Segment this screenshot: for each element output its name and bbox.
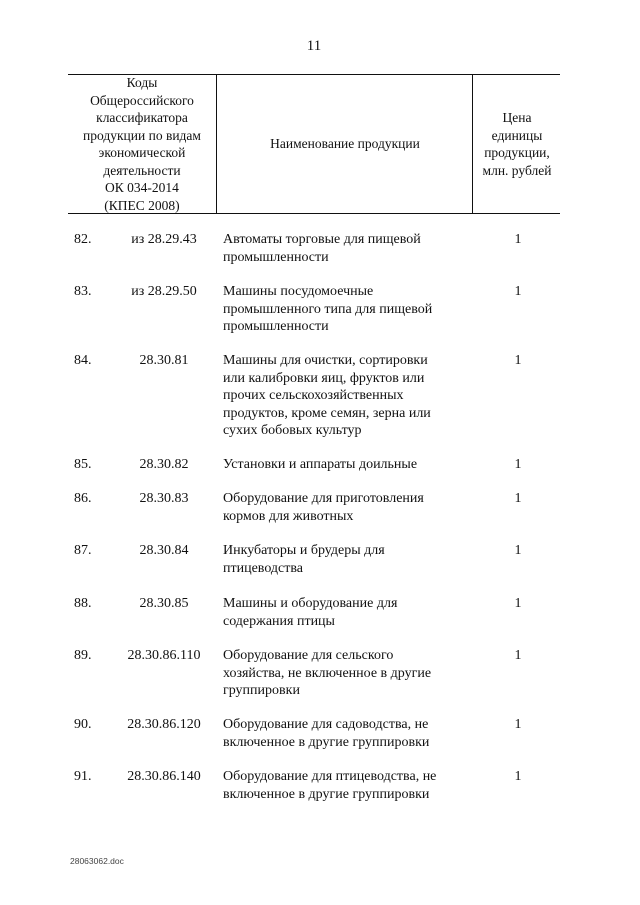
row-price: 1	[514, 232, 522, 247]
row-number: 88.	[74, 596, 92, 611]
row-number: 82.	[74, 232, 92, 247]
row-price: 1	[514, 769, 522, 784]
row-code: 28.30.86.120	[127, 717, 201, 732]
row-code: из 28.29.43	[131, 232, 197, 247]
row-code: 28.30.83	[139, 491, 189, 506]
row-title: Оборудование для сельского хозяйства, не включенное в другие группировки	[223, 648, 432, 698]
row-number: 86.	[74, 491, 92, 506]
row-title: Машины и оборудование для содержания птицы	[223, 596, 398, 629]
row-number: 83.	[74, 284, 92, 299]
row-number: 91.	[74, 769, 92, 784]
header-codes-label: Коды Общероссийского классификатора продукции по видам экономической деятельности ОК 034-2014 (КПЕС 2008)	[83, 75, 201, 213]
row-price: 1	[514, 284, 522, 299]
row-price: 1	[514, 648, 522, 663]
row-title: Установки и аппараты доильные	[223, 457, 418, 472]
row-code: 28.30.84	[139, 543, 189, 558]
row-number: 89.	[74, 648, 92, 663]
row-code: 28.30.86.110	[127, 648, 201, 663]
row-title: Инкубаторы и брудеры для птицеводства	[223, 543, 385, 576]
row-code: 28.30.81	[139, 353, 189, 368]
row-price: 1	[514, 353, 522, 368]
row-title: Оборудование для садоводства, не включенное в другие группировки	[223, 717, 430, 750]
row-number: 87.	[74, 543, 92, 558]
row-price: 1	[514, 543, 522, 558]
row-title: Оборудование для птицеводства, не включенное в другие группировки	[223, 769, 437, 802]
row-code: 28.30.86.140	[127, 769, 201, 784]
row-code: из 28.29.50	[131, 284, 197, 299]
row-code: 28.30.85	[139, 596, 189, 611]
row-number: 90.	[74, 717, 92, 732]
row-title: Машины посудомоечные промышленного типа для пищевой промышленности	[223, 284, 433, 334]
row-price: 1	[514, 717, 522, 732]
row-code: 28.30.82	[139, 457, 189, 472]
row-price: 1	[514, 457, 522, 472]
row-price: 1	[514, 491, 522, 506]
page-number: 11	[306, 38, 322, 54]
row-number: 84.	[74, 353, 92, 368]
document-filename: 28063062.doc	[70, 856, 124, 866]
header-name-label: Наименование продукции	[270, 136, 420, 152]
row-title: Машины для очистки, сортировки или калибровки яиц, фруктов или прочих сельскохозяйственных продуктов, кроме семян, зерна или сухих бобовых культур	[223, 353, 431, 438]
row-title: Оборудование для приготовления кормов для животных	[223, 491, 424, 524]
row-title: Автоматы торговые для пищевой промышленности	[223, 232, 421, 265]
row-price: 1	[514, 596, 522, 611]
row-number: 85.	[74, 457, 92, 472]
header-price-label: Цена единицы продукции, млн. рублей	[482, 110, 552, 178]
